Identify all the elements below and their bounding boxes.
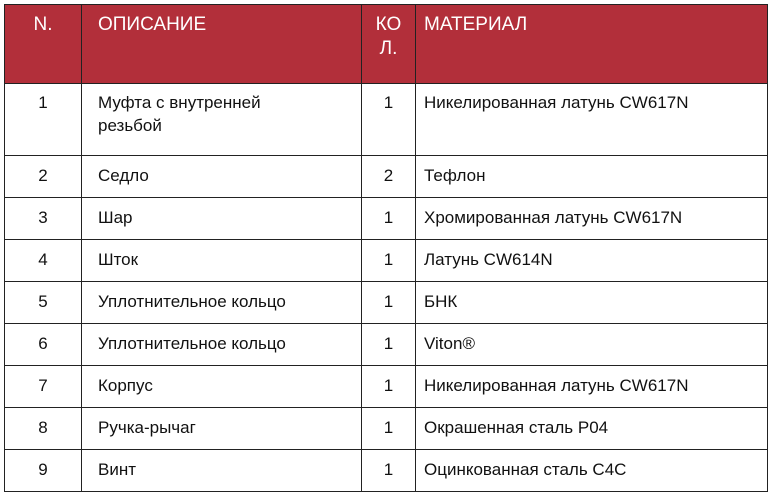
header-description: ОПИСАНИЕ (82, 5, 362, 84)
row-quantity: 1 (362, 240, 416, 282)
row-quantity: 1 (362, 198, 416, 240)
row-description: Муфта с внутренней резьбой (82, 84, 362, 156)
row-description: Уплотнительное кольцо (82, 324, 362, 366)
header-quantity-label: КО Л. (375, 14, 402, 59)
table-row (5, 198, 768, 240)
row-number: 5 (5, 282, 82, 324)
header-quantity (362, 5, 416, 84)
table-row (5, 156, 768, 198)
row-number: 8 (5, 408, 82, 450)
table-row (5, 282, 768, 324)
table-row (5, 240, 768, 282)
row-description: Корпус (82, 366, 362, 408)
row-number: 6 (5, 324, 82, 366)
row-number: 7 (5, 366, 82, 408)
parts-table (4, 4, 768, 492)
row-number: 2 (5, 156, 82, 198)
row-quantity: 1 (362, 324, 416, 366)
row-quantity: 2 (362, 156, 416, 198)
row-material: Viton® (416, 324, 768, 366)
row-material: Латунь CW614N (416, 240, 768, 282)
row-material: Никелированная латунь CW617N (416, 366, 768, 408)
table-header-row (5, 5, 768, 84)
row-number: 9 (5, 450, 82, 492)
row-material: Оцинкованная сталь C4C (416, 450, 768, 492)
header-material: МАТЕРИАЛ (416, 5, 768, 84)
row-description: Шар (82, 198, 362, 240)
row-material: Тефлон (416, 156, 768, 198)
row-number: 3 (5, 198, 82, 240)
row-quantity: 1 (362, 450, 416, 492)
table-row (5, 366, 768, 408)
table-row (5, 450, 768, 492)
row-number: 4 (5, 240, 82, 282)
row-quantity: 1 (362, 408, 416, 450)
row-material: Никелированная латунь CW617N (416, 84, 768, 156)
header-number: N. (5, 5, 82, 84)
table-row (5, 324, 768, 366)
row-quantity: 1 (362, 84, 416, 156)
row-quantity: 1 (362, 282, 416, 324)
table-row (5, 84, 768, 156)
row-quantity: 1 (362, 366, 416, 408)
row-description: Шток (82, 240, 362, 282)
row-description: Седло (82, 156, 362, 198)
row-number: 1 (5, 84, 82, 156)
row-description: Винт (82, 450, 362, 492)
row-description: Уплотнительное кольцо (82, 282, 362, 324)
row-material: БНК (416, 282, 768, 324)
row-material: Окрашенная сталь P04 (416, 408, 768, 450)
table-row (5, 408, 768, 450)
row-material: Хромированная латунь CW617N (416, 198, 768, 240)
row-description: Ручка-рычаг (82, 408, 362, 450)
